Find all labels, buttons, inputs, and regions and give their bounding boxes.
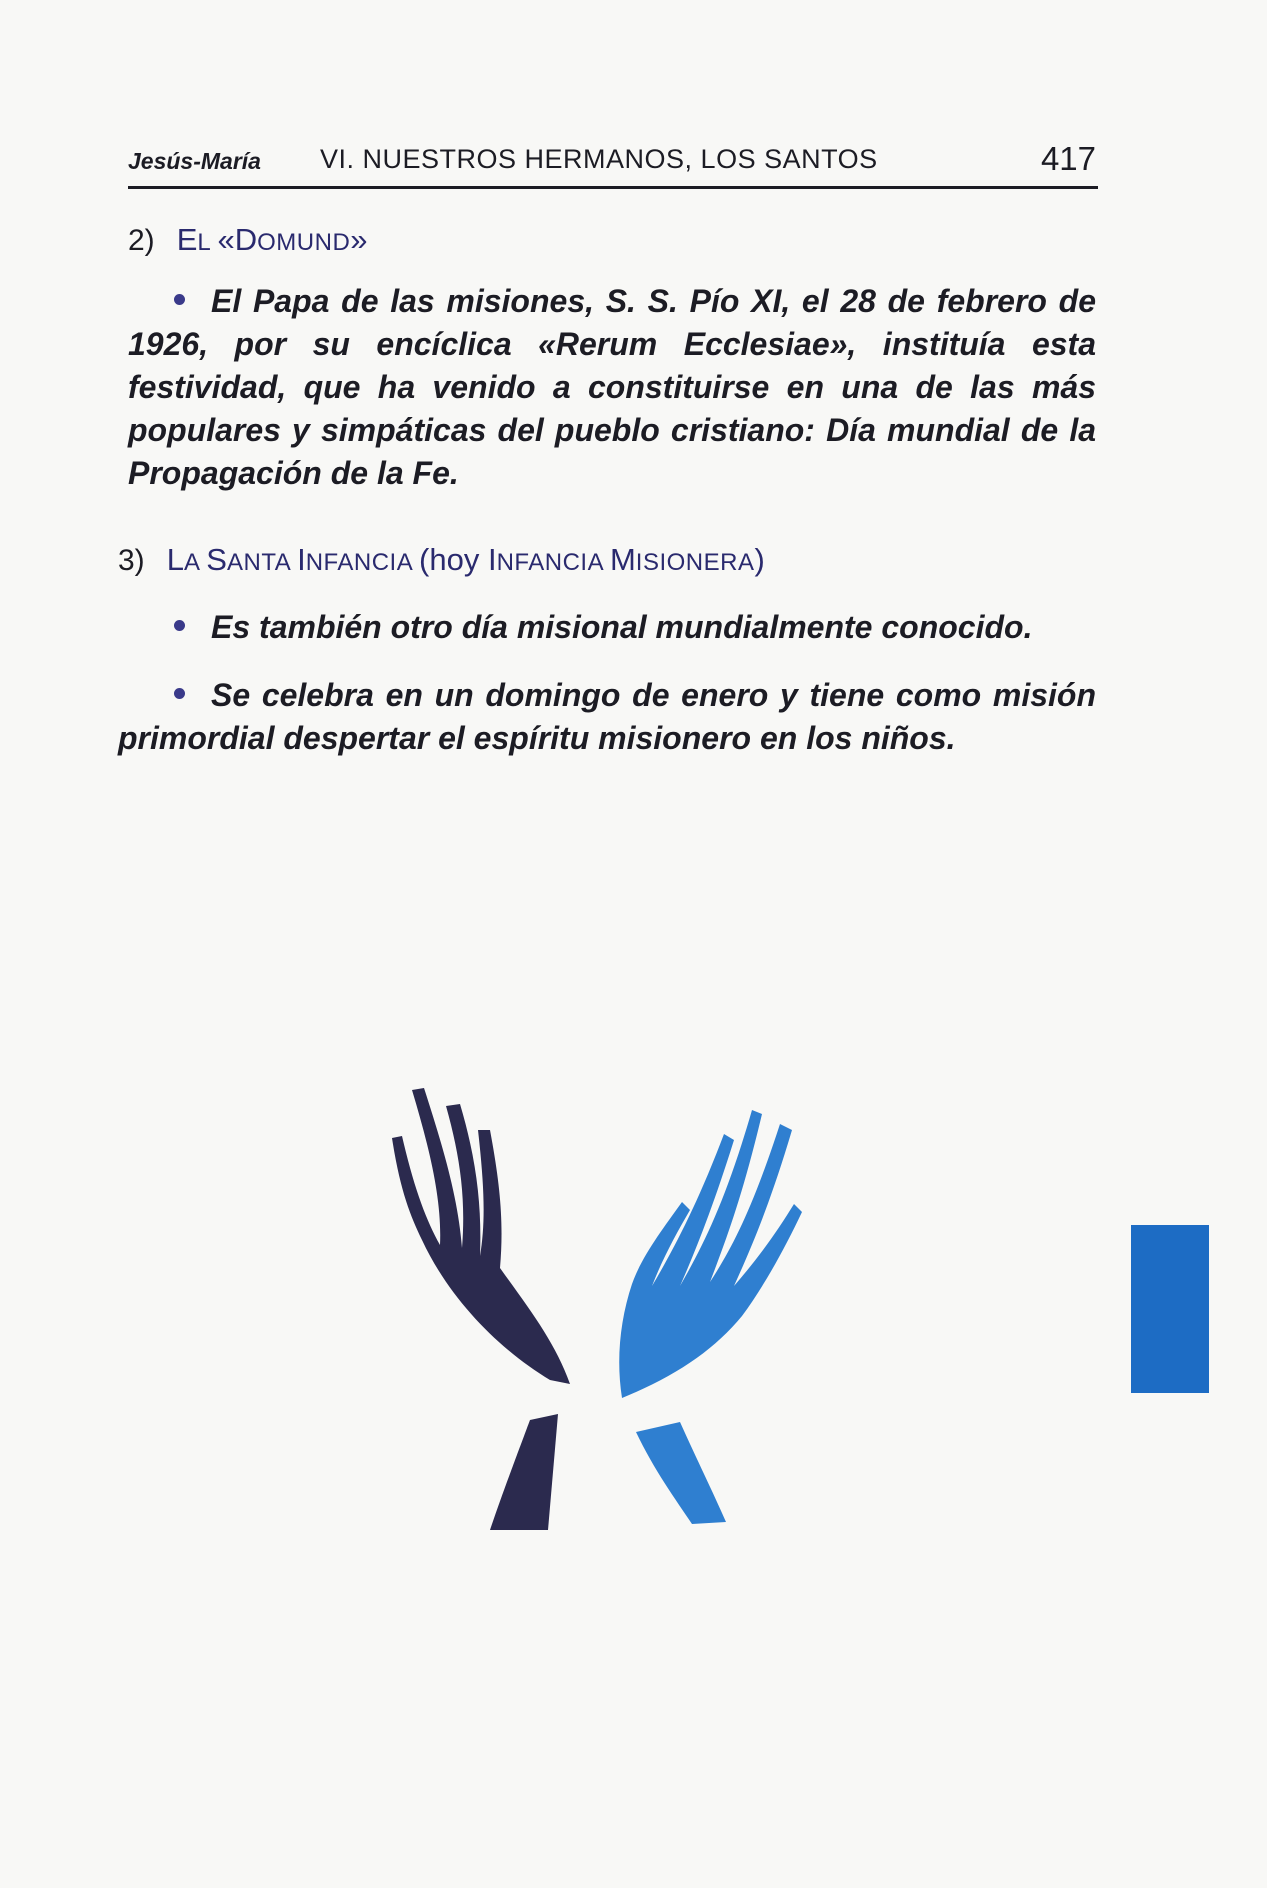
running-head-chapter: VI. NUESTROS HERMANOS, LOS SANTOS	[320, 144, 878, 174]
heading-paren: )	[754, 542, 765, 577]
heading-letters: OMUND	[257, 229, 351, 256]
section-number: 3)	[118, 544, 145, 577]
running-head	[128, 140, 1098, 189]
paragraph-domund	[128, 280, 1096, 495]
heading-letter: D	[234, 222, 258, 257]
dark-hand-icon	[392, 1088, 570, 1530]
section-number: 2)	[128, 224, 155, 257]
paragraph-dia-misional	[128, 606, 1096, 649]
thumb-index-tab	[1131, 1225, 1209, 1393]
bullet-icon	[174, 688, 185, 699]
heading-letters: A	[183, 549, 207, 576]
heading-quote: «	[217, 222, 235, 257]
heading-letter: S	[206, 542, 227, 577]
section-heading-santa-infancia	[118, 542, 765, 578]
heading-letters: ISIONERA	[635, 549, 755, 576]
page-number: 417	[1040, 140, 1096, 177]
hands-illustration	[380, 1080, 840, 1530]
paragraph-text: Es también otro día misional mundialmente conocido.	[211, 609, 1033, 645]
section-heading-domund	[128, 222, 368, 258]
heading-letters: NFANCIA	[496, 549, 610, 576]
light-hand-icon	[619, 1110, 802, 1524]
paragraph-text: Se celebra en un domingo de enero y tiene como misión primordial despertar el espíritu misionero en los niños.	[118, 677, 1096, 756]
heading-quote: »	[350, 222, 368, 257]
heading-letter: E	[176, 222, 198, 257]
heading-letter: M	[609, 542, 636, 577]
heading-paren: (hoy	[419, 542, 488, 577]
heading-letter: I	[487, 542, 497, 577]
paragraph-domingo-enero	[118, 674, 1096, 760]
bullet-icon	[174, 620, 185, 631]
heading-letter: I	[297, 542, 306, 577]
running-head-author: Jesús-María	[128, 148, 261, 174]
paragraph-text: El Papa de las misiones, S. S. Pío XI, el 28 de febrero de 1926, por su encíclica «Rerum Ecclesiae», instituía esta festividad, que ha venido a constituirse en una de las más populares y simpáticas del pueblo cristiano: Día mundial de la Propagación de la Fe.	[128, 283, 1096, 491]
bullet-icon	[174, 294, 185, 305]
heading-letters: L	[197, 229, 218, 256]
heading-letter: L	[166, 542, 184, 577]
heading-letters: NFANCIA	[305, 549, 420, 576]
heading-letters: ANTA	[226, 549, 298, 576]
